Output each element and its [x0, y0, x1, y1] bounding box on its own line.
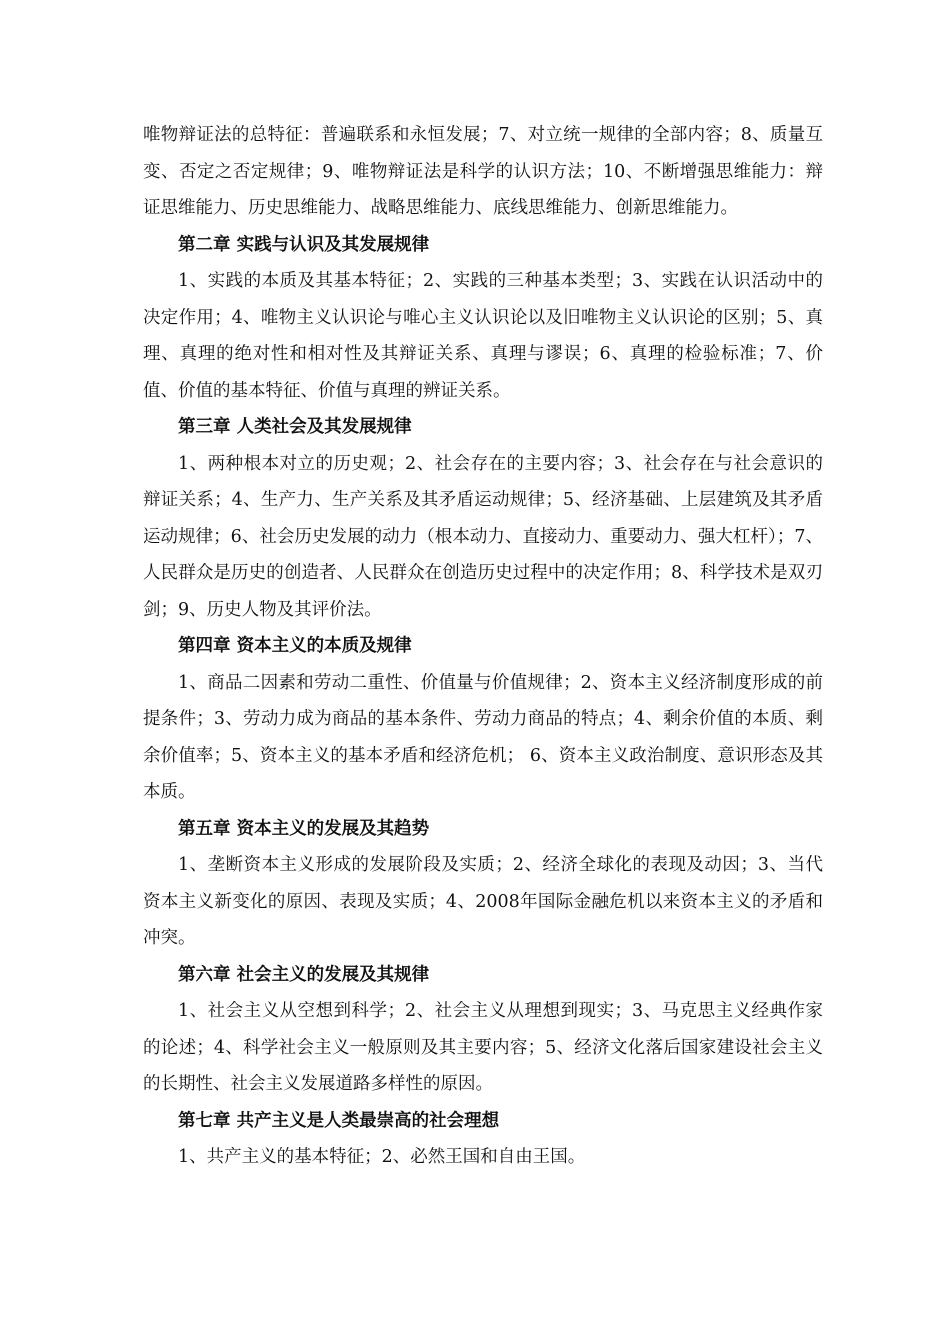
- intro-paragraph: 唯物辩证法的总特征：普遍联系和永恒发展；7、对立统一规律的全部内容；8、质量互变、否定之否定规律；9、唯物辩证法是科学的认识方法；10、不断增强思维能力：辩证思维能力、历史思维能力、战略思维能力、底线思维能力、创新思维能力。: [143, 125, 823, 218]
- chapter-5-body: 1、垄断资本主义形成的发展阶段及实质；2、经济全球化的表现及动因；3、当代资本主义新变化的原因、表现及实质；4、2008年国际金融危机以来资本主义的矛盾和冲突。: [143, 855, 823, 948]
- chapter-7-body: 1、共产主义的基本特征；2、必然王国和自由王国。: [178, 1147, 586, 1167]
- chapter-2-body: 1、实践的本质及其基本特征；2、实践的三种基本类型；3、实践在认识活动中的决定作用；4、唯物主义认识论与唯心主义认识论以及旧唯物主义认识论的区别；5、真理、真理的绝对性和相对性及其辩证关系、真理与谬误；6、真理的检验标准；7、价值、价值的基本特征、价值与真理的辨证关系。: [143, 271, 823, 401]
- document-body: [143, 117, 823, 1176]
- chapter-6-heading: 第六章 社会主义的发展及其规律: [178, 964, 430, 985]
- chapter-5-heading: 第五章 资本主义的发展及其趋势: [178, 818, 430, 839]
- chapter-4-body: 1、商品二因素和劳动二重性、价值量与价值规律；2、资本主义经济制度形成的前提条件；3、劳动力成为商品的基本条件、劳动力商品的特点；4、剩余价值的本质、剩余价值率；5、资本主义的基本矛盾和经济危机； 6、资本主义政治制度、意识形态及其本质。: [143, 672, 823, 802]
- chapter-2-heading: 第二章 实践与认识及其发展规律: [178, 234, 430, 255]
- chapter-6-body: 1、社会主义从空想到科学；2、社会主义从理想到现实；3、马克思主义经典作家的论述；4、科学社会主义一般原则及其主要内容；5、经济文化落后国家建设社会主义的长期性、社会主义发展道路多样性的原因。: [143, 1001, 823, 1094]
- chapter-3-heading: 第三章 人类社会及其发展规律: [178, 417, 412, 437]
- chapter-4-heading: 第四章 资本主义的本质及规律: [178, 636, 412, 656]
- chapter-3-body: 1、两种根本对立的历史观；2、社会存在的主要内容；3、社会存在与社会意识的辩证关系；4、生产力、生产关系及其矛盾运动规律；5、经济基础、上层建筑及其矛盾运动规律；6、社会历史发展的动力（根本动力、直接动力、重要动力、强大杠杆）；7、人民群众是历史的创造者、人民群众在创造历史过程中的决定作用；8、科学技术是双刃剑；9、历史人物及其评价法。: [143, 453, 823, 620]
- chapter-7-heading: 第七章 共产主义是人类最崇高的社会理想: [178, 1110, 500, 1131]
